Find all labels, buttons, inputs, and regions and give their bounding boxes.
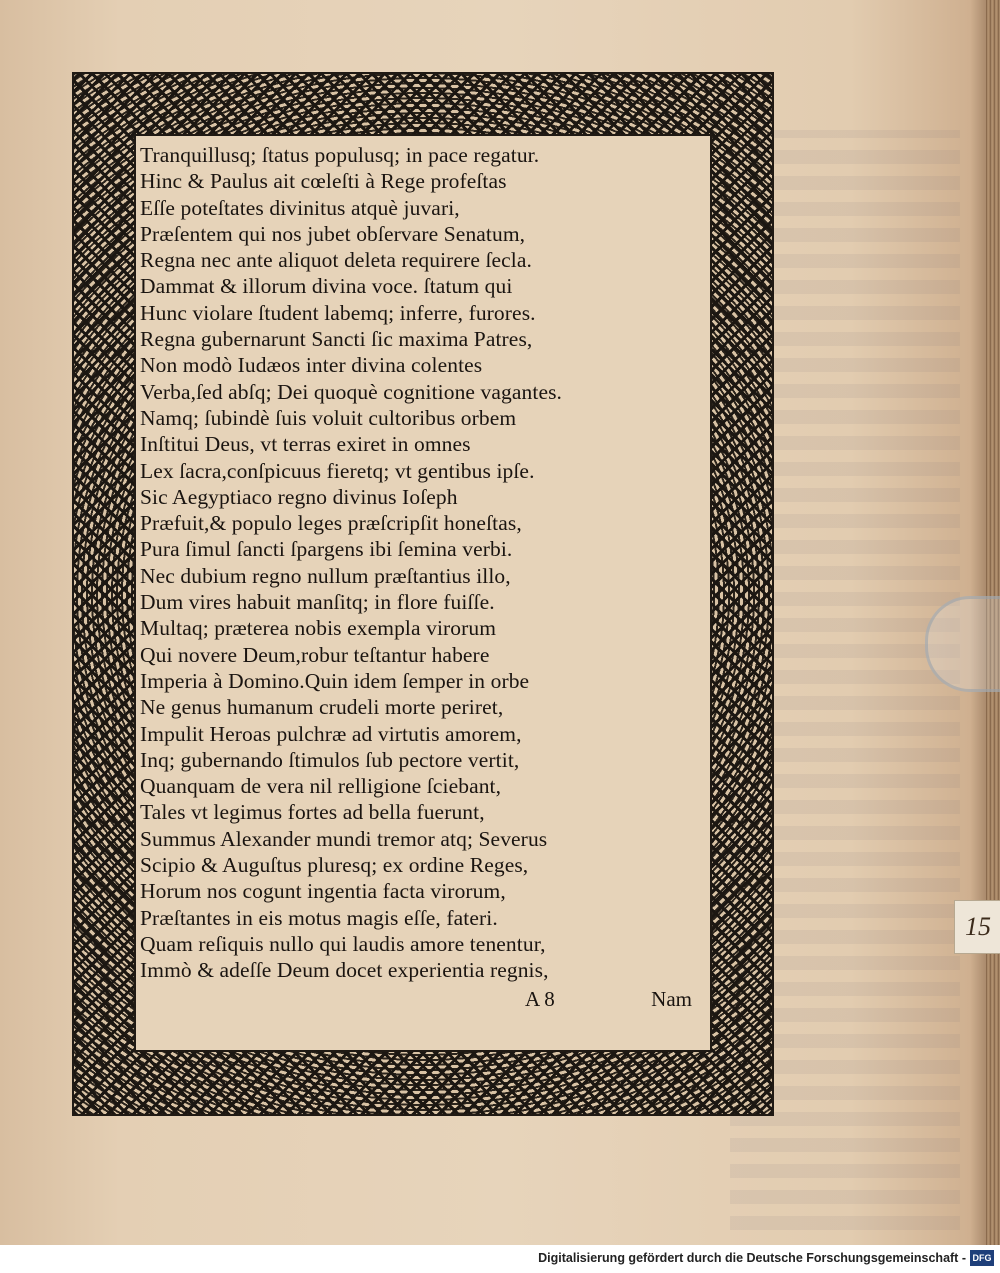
verse-line: Hunc violare ſtudent labemq; inferre, furores. [140, 300, 536, 325]
verse-line: Imperia à Domino.Quin idem ſemper in orbe [140, 668, 530, 693]
catchword: Nam [651, 987, 692, 1011]
verse-line: Quanquam de vera nil relligione ſciebant, [140, 774, 502, 799]
verse-line: Præſentem qui nos jubet obſervare Senatum, [140, 221, 526, 246]
verse-line: Lex ſacra,conſpicuus fieretq; vt gentibus ipſe. [140, 458, 535, 483]
verse-line: Immò & adeſſe Deum docet experientia regnis, [140, 958, 549, 983]
verse-line: Regna gubernarunt Sancti ſic maxima Patres, [140, 327, 533, 352]
verse-line: Nec dubium regno nullum præſtantius illo, [140, 563, 511, 588]
verse-line: Tales vt legimus fortes ad bella fuerunt, [140, 800, 485, 825]
verse-line: Pura ſimul ſancti ſpargens ibi ſemina verbi. [140, 537, 513, 562]
verse-line: Regna nec ante aliquot deleta requirere ſecla. [140, 248, 532, 273]
verse-line: Eſſe poteſtates divinitus atquè juvari, [140, 195, 460, 220]
verse-line: Inſtitui Deus, vt terras exiret in omnes [140, 432, 471, 457]
signature-mark: A 8 [525, 987, 555, 1011]
verse-text [140, 142, 700, 1022]
verse-line: Non modò Iudæos inter divina colentes [140, 353, 483, 378]
verse-line: Dum vires habuit manſitq; in flore fuiſſe. [140, 590, 495, 615]
verse-line: Inq; gubernando ſtimulos ſub pectore vertit, [140, 747, 520, 772]
margin-tab: 15 [954, 900, 1000, 954]
verse-line: Præſtantes in eis motus magis eſſe, fateri. [140, 905, 498, 930]
verse-line: Horum nos cogunt ingentia facta virorum, [140, 879, 506, 904]
verse-line: Ne genus humanum crudeli morte periret, [140, 695, 504, 720]
verse-line: Verba,ſed abſq; Dei quoquè cognitione vagantes. [140, 379, 563, 404]
verse-line: Dammat & illorum divina voce. ſtatum qui [140, 274, 513, 299]
verse-line: Quam reſiquis nullo qui laudis amore tenentur, [140, 931, 546, 956]
verse-line: Scipio & Auguſtus pluresq; ex ordine Reges, [140, 853, 529, 878]
dfg-logo-icon: DFG [970, 1250, 994, 1266]
verse-line: Hinc & Paulus ait cœleſti à Rege profeſtas [140, 169, 507, 194]
verse-line: Sic Aegyptiaco regno divinus Ioſeph [140, 484, 458, 509]
verse-line: Qui novere Deum,robur teſtantur habere [140, 642, 490, 667]
funding-note: Digitalisierung gefördert durch die Deutsche Forschungsgemeinschaft - [538, 1251, 966, 1265]
verse-line: Namq; ſubindè ſuis voluit cultoribus orbem [140, 405, 517, 430]
footer-bar [0, 1245, 1000, 1273]
verse-line: Summus Alexander mundi tremor atq; Severus [140, 826, 548, 851]
verse-line: Impulit Heroas pulchræ ad virtutis amorem, [140, 721, 522, 746]
verse-line: Tranquillusq; ſtatus populusq; in pace regatur. [140, 143, 540, 167]
page-foot-line [140, 984, 700, 1014]
verse-line: Multaq; præterea nobis exempla virorum [140, 616, 497, 641]
verse-line: Præfuit,& populo leges præſcripſit honeſtas, [140, 511, 522, 536]
paper-clip [925, 596, 1000, 692]
